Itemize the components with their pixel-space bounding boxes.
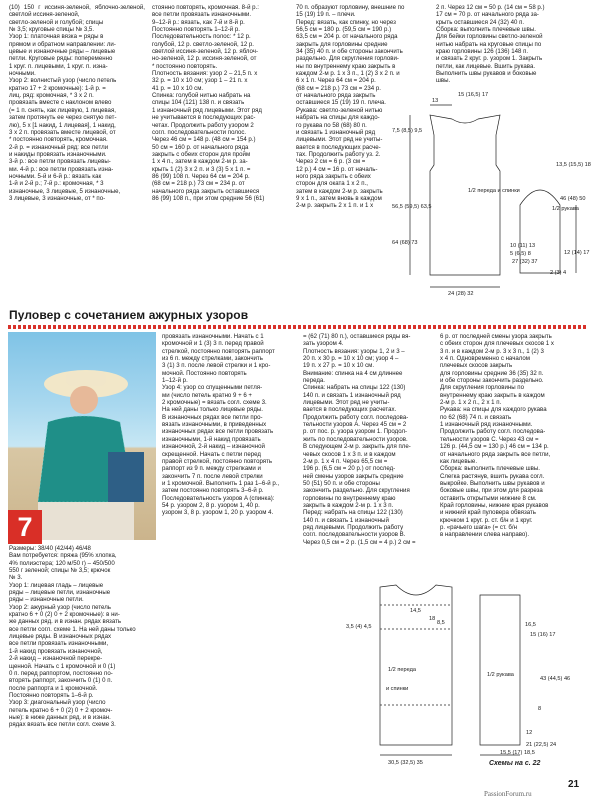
text-line: 2 кромочные) = вязать согл. схеме 3. [162, 399, 267, 407]
text-line: 126 р. (44,5 см = 130 р.) 46 см = 134 р. [440, 443, 549, 451]
text-line: 50 (51) 50 п. и обе стороны [303, 479, 380, 487]
text-line: сторон для оката 1 х 2 п., [296, 180, 368, 188]
text-line: Спинка: голубой нитью набрать на [152, 92, 251, 100]
text-line: (= 1 п. снять, как лицевую, 1 лицевая, [9, 106, 116, 114]
text-line: Выполнить швы рукавов и боковые [436, 70, 537, 78]
text-line: швы. [436, 77, 451, 85]
text-line: 140 п. и связать 1 изнаночный ряд [303, 391, 401, 399]
text-line: Через 46 см = 148 р. (48 см = 154 р.) [152, 136, 256, 144]
text-line: 3 п. и в каждом 2-м р. 3 х 3 п., 1 (2) 3 [440, 347, 544, 355]
text-line: 196 р. (6,5 см = 20 р.) от послед- [303, 465, 396, 473]
text-line: и связать 1 изнаночный ряд [296, 128, 376, 136]
bottom-column-c [303, 333, 435, 546]
text-line: 1–12-й р. [162, 377, 188, 385]
text-line: 2-й р. = изнаночный ряд: все петли [9, 143, 109, 151]
text-line: лицевые ряды. В изнаночных рядах [9, 633, 112, 641]
text-line: 1 круг. п. лицевыми, 1 круг. п. изна- [9, 62, 108, 70]
text-line: 6 р. от последней смены узора закрыть [440, 333, 552, 340]
text-line: раздельно. Для скругления горлови- [296, 55, 399, 63]
text-line: 86 (99) 108 п. Через 64 см = 204 р. [152, 172, 250, 180]
text-line: Вам потребуется: пряжа (95% хлопка, [9, 552, 117, 560]
text-line: 1 изнаночный ряд изнаночными. [440, 421, 533, 429]
text-line: четах. Продолжить работу узором 2 [152, 121, 254, 129]
text-line: 63,5 см = 204 р. от начального ряда [296, 33, 398, 41]
text-line: 12 р.) 4 см = 16 р. от началь- [296, 165, 378, 173]
text-line: Узор 4: узор со спущенными петля- [162, 384, 263, 392]
text-line: от начального ряда закрыть [296, 92, 376, 100]
text-line: лицевыми. Этот ряд не учиты- [303, 399, 390, 407]
text-line: 4% полиэстера; 120 м/50 г) – 450/500 [9, 559, 115, 567]
text-line: 56,5 см = 180 р. (59,5 см = 190 р.) [296, 26, 392, 34]
text-line: крыть 1 (2) 3 х 2 п. и 3 (3) 5 х 1 п. = [152, 165, 251, 173]
text-line: 0 п. перед раппортом, постоянно по- [9, 669, 113, 677]
text-line: из 6 п. между стрелками, закончить [162, 355, 263, 363]
text-line: Для скругления горловины по [440, 384, 524, 392]
text-line: правой стрелкой, постоянно повторять [162, 457, 273, 465]
schema-dimension-label: 8,5 [437, 620, 445, 626]
text-line: светлой иссиня-зеленой, 12 р. яблоч- [152, 48, 259, 56]
text-line: 2 п. Через 12 см = 50 р. (14 см = 58 р.) [436, 4, 545, 11]
text-line: согл. последовательности полос. [152, 128, 247, 136]
text-line: и накиды провязать изнаночными. [9, 150, 107, 158]
text-line: 1-й и 2-й р.; 7-й р.: кромочная, * 3 [9, 180, 104, 188]
text-line: 15 (19) 19 п. – плечи. [296, 11, 356, 19]
text-line: мочной. Постоянно повторять [162, 369, 247, 377]
schema-dimension-label: 1/2 рукава [552, 206, 579, 212]
text-line: Перед: вязать, как спинку, но через [296, 18, 396, 26]
text-line: Постоянно повторять 1–6-й р. [9, 691, 94, 699]
text-line: крыть оставшиеся 24 (32) 40 п. [436, 18, 525, 26]
text-line: изнаночными, 1-й накид провязать [162, 435, 261, 443]
text-line: тельности узоров С. Через 43 см = [440, 435, 539, 443]
text-line: же данных ряд. и в изнан. рядах вязать [9, 618, 122, 626]
schema-dimension-label: 3,5 (4) 4,5 [346, 624, 372, 630]
text-line: 1-й накид провязать изнаночной, [9, 647, 103, 655]
text-line: Плотность вязания: узор 2 – 21,5 п. х [152, 70, 258, 78]
schema-dimension-label: 1/2 рукава [487, 672, 514, 678]
text-line: стрелкой, постоянно повторять раппорт [162, 347, 275, 355]
text-line: № 3,5; круговые спицы № 3,5. [9, 26, 95, 34]
text-line: затем постоянно повторять 3–6-й р. [162, 487, 264, 495]
text-line: го рукава по 58 (68) 80 п. [296, 121, 367, 129]
text-line: вается в последующих расчетах. [303, 406, 397, 414]
text-line: кратно 17 + 2 кромочные): 1-й р. = [9, 84, 106, 92]
text-line: Внимание: спинка на 4 см длиннее [303, 369, 403, 377]
schema-dimension-label: 15 (16,5) 17 [458, 92, 489, 98]
site-watermark: PassionForum.ru [484, 790, 532, 798]
text-line: и нижний край пуловера обвязать [440, 509, 536, 517]
text-line: зать узором 4. [303, 340, 344, 348]
text-line: Рукава: на спицы для каждого рукава [440, 406, 547, 414]
text-line: оставить открытыми нижние 8 см. [440, 494, 537, 502]
text-line: Сборка: выполнить плечевые швы. [440, 465, 540, 473]
text-line: изнаночной, 2-й накид – изнаночной [162, 443, 265, 451]
text-line: цевые и изнаночные ряды – лицевые [9, 48, 116, 56]
schema-dimension-label: 16,5 [525, 622, 536, 628]
schema-dimension-label: 8 [538, 706, 542, 712]
text-line: 19 п. х 27 р. = 10 х 10 см. [303, 362, 375, 370]
text-line: Продолжить работу согл. последова- [440, 428, 546, 436]
text-line: х 4 п. Одновременно с началом [440, 355, 530, 363]
text-line: петли. Круговые ряды: попеременно [9, 55, 113, 63]
schema-dimension-label: 2 (3) 4 [550, 270, 567, 276]
top-column-2 [152, 4, 290, 202]
text-line: от начального ряда закрыть все петли, [440, 450, 551, 458]
text-line: провязать вместе с наклоном влево [9, 99, 112, 107]
text-line: изнаночных рядах все петли провязать [162, 428, 274, 436]
text-line: 34 (35) 40 п. и обе стороны закончить [296, 48, 403, 56]
text-line: Последовательность полос: * 12 р. [152, 33, 251, 41]
text-line: 41 р. = 10 х 10 см. [152, 84, 204, 92]
text-line: все петли согл. схеме 1. На ней даны только [9, 625, 136, 633]
text-line: (10) 150 г иссиня-зеленой, яблочно-зеленой, светлой иссиня-зеленой, [9, 4, 145, 19]
text-line: скрещенной. Начать с петли перед [162, 450, 261, 458]
text-line: * постоянно повторять. [152, 62, 218, 70]
text-line: кратно 6 + 0 (2) 0 + 2 кромочные): в ни- [9, 611, 120, 619]
text-line: 17 см = 70 р. от начального ряда за- [436, 11, 539, 19]
text-line: и 1 кромочной. Выполнить 1 раз 1–6-й р., [162, 479, 280, 487]
text-line: Размеры: 38/40 (42/44) 46/48 [9, 545, 91, 552]
text-line: узором 3, 8 р. узором 1, 20 р. узором 4. [162, 509, 274, 517]
text-line: прямом и обратном направлении: ли- [9, 40, 116, 48]
text-line: № 3. [9, 574, 23, 582]
text-line: Узор 2: ажурный узор (число петель [9, 603, 111, 611]
text-line: Через 0,5 см = 2 р. (1,5 см = 4 р.) 2 см = [303, 538, 416, 546]
text-line: плечевых скосов закрыть [440, 362, 513, 370]
text-line: тах. Продолжить работу уз. 2. [296, 150, 381, 158]
text-line: но-зеленой, 12 р. иссиня-зеленой, от [152, 55, 257, 63]
schema-dimension-label: 5 (6,5) 8 [510, 251, 531, 257]
schema-dimension-label: 56,5 (59,5) 63,5 [392, 204, 432, 210]
text-line: Узор 1: лицевая гладь – лицевые [9, 581, 104, 589]
text-line: * постоянно повторять, кромочная. [9, 136, 108, 144]
text-line: боковые швы, при этом для разреза [440, 487, 543, 495]
text-line: 2-м р. 1 х 2 п., 2 х 1 п. [440, 399, 502, 407]
text-line: светло-зеленой и голубой; спицы [9, 18, 104, 26]
text-line: вязать изнаночными, в приведенных [162, 421, 267, 429]
text-line: (68 см = 218 р.) 73 см = 234 р. от [152, 180, 245, 188]
text-line: и обе стороны закончить раздельно. [440, 377, 544, 385]
text-line: ми. 4-й р.: все петли провязать изна- [9, 165, 114, 173]
text-line: Край горловины, нижние края рукавов [440, 501, 549, 509]
schema-dimension-label: 14,5 [410, 608, 421, 614]
text-line: ного ряда закрыть с обеих [296, 172, 371, 180]
text-line: каждом 2-м р. 1 х 3 п., 1 (2) 3 х 2 п. и [296, 70, 400, 78]
text-line: В следующем 2-м р. закрыть для пле- [303, 443, 411, 451]
text-line: вторять раппорт, закончить 0 (1) 0 п. [9, 677, 113, 685]
text-line: оставшиеся 15 (19) 19 п. плеча. [296, 99, 386, 107]
text-line: Продолжить работу согл. последова- [303, 413, 409, 421]
text-line: ряд лицевыми. Продолжить работу [303, 523, 404, 531]
text-line: для горловины средние 36 (35) 32 п. [440, 369, 544, 377]
text-line: нитью набрать на круговые спицы по [436, 40, 542, 48]
text-line: голубой, 12 р. светло-зеленой, 12 р. [152, 40, 254, 48]
schema-dimension-label: 13,5 (15,5) 18 [556, 162, 591, 168]
title-divider [8, 325, 588, 329]
top-column-1 [9, 4, 145, 202]
text-line: щенной. Начать с 1 кромочной и 0 (1) [9, 662, 116, 670]
bottom-column-d [440, 333, 588, 539]
text-line: все петли провязать изнаночными, [9, 640, 109, 648]
text-line: ны по внутреннему краю закрыть в [296, 62, 396, 70]
text-line: кромочной и 1 (3) 3 п. перед правой [162, 340, 264, 348]
text-line: по 62 (68) 74 п. и связать [440, 413, 512, 421]
text-line: затем протянуть ее через снятую пет- [9, 114, 117, 122]
text-line: начального ряда закрыть оставшиеся [152, 187, 260, 195]
text-line: провязать изнаночными. Начать с 1 [162, 333, 264, 340]
text-line: 3 лицевые, 3 изнаночные, от * по- [9, 194, 106, 202]
text-line: Рукава: светло-зеленой нитью [296, 106, 383, 114]
text-line: = (62 (71) 80 п.), оставшиеся ряды вя- [303, 333, 411, 340]
text-line: тельности узоров A. Через 45 см = 2 [303, 421, 407, 429]
schema-dimension-label: 15,5 (17) 18,5 [500, 750, 535, 756]
text-line: Узор 3: диагональный узор (число [9, 699, 106, 707]
text-line: Узор 2: волнистый узор (число петель [9, 77, 117, 85]
text-line: 70 п. образуют горловину, внешние по [296, 4, 405, 11]
text-line: раппорт из 9 п. между стрелками и [162, 465, 261, 473]
text-line: 2-м р. 1 х 4 п. Через 65,5 см = [303, 457, 388, 465]
text-line: согл. последовательности узоров В. [303, 531, 406, 539]
text-line: 9–12-й р.: вязать, как 7-й и 8-й р. [152, 18, 245, 26]
text-line: с обеих сторон для плечевых скосов 1 х [440, 340, 554, 348]
text-line: ми (число петель кратно 9 + 6 + [162, 391, 252, 399]
schema-dimension-label: 1/2 переда и спинки [468, 188, 520, 194]
pattern-number-badge: 7 [8, 510, 42, 544]
text-line: 54 р. узором 2, 8 р. узором 1, 40 р. [162, 501, 260, 509]
text-line: чевых скосов 1 х 3 п. и в каждом [303, 450, 396, 458]
text-line: Через 2 см = 6 р. (3 см = [296, 158, 366, 166]
text-line: как лицевые. [440, 457, 478, 465]
schema-dimension-label: 15 (16) 17 [530, 632, 556, 638]
schema-dimension-label: 18 [429, 616, 436, 622]
text-line: Плотность вязания: узоры 1, 2 и 3 – [303, 347, 405, 355]
text-line: 1 изнаночный ряд лицевыми. Этот ряд [152, 106, 262, 114]
text-line: Перед: набрать на спицы 122 (130) [303, 509, 403, 517]
text-line: жить по последовательности узоров. [303, 435, 408, 443]
text-line: выкройке. Выполнить швы рукавов и [440, 479, 545, 487]
text-line: закрыть в каждом 2-м р. 1 х 3 п. [303, 501, 394, 509]
text-line: В изнаночных рядах все петли про- [162, 413, 263, 421]
bottom-column-a [9, 545, 155, 729]
text-line: петель кратно 6 + 0 (2) 0 + 2 кромоч- [9, 706, 113, 714]
text-line: 140 п. и связать 1 изнаночный [303, 516, 389, 524]
text-line: 3 х 2 п. провязать вместе лицевой, от [9, 128, 116, 136]
text-line: лиц. ряд: кромочная, * 3 х 2 п. [9, 92, 94, 100]
schema-caption: Схемы на с. 22 [489, 760, 541, 767]
text-line: лю), 5 х [1 накид, 1 лицевая], 1 накид, [9, 121, 116, 129]
text-line: Сборка: выполнить плечевые швы. [436, 26, 536, 34]
schema-dimension-label: 13 [432, 98, 439, 104]
section-title: Пуловер с сочетанием ажурных узоров [9, 308, 249, 322]
schema-dimension-label: 12 [526, 730, 533, 736]
schema-dimension-label: 21 (22,5) 24 [526, 742, 557, 748]
schema-dimension-label: 1/2 переда [388, 667, 416, 673]
text-line: Слегка растянув, вшить рукава согл. [440, 472, 545, 480]
text-line: Последовательность узоров A (спинка): [162, 494, 275, 502]
text-line: переда. [303, 377, 325, 385]
text-line: закончить раздельно. Для скругления [303, 487, 410, 495]
text-line: изнаночные, 3 лицевые, 5 изнаночные, [9, 187, 121, 195]
top-column-4 [436, 4, 586, 85]
schema-dimension-label: и спинки [386, 686, 409, 692]
schema-dimension-label: 64 (68) 73 [392, 240, 418, 246]
bottom-column-b [162, 333, 298, 517]
text-line: ные): в ниже данных ряд. и в изнан. [9, 713, 111, 721]
page-number: 21 [568, 779, 580, 790]
text-line: 3-й р.: все петли провязать лицевы- [9, 158, 111, 166]
schema-dimension-label: 12 (14) 17 [564, 250, 590, 256]
schema-dimension-label: 27 (32) 37 [512, 259, 538, 265]
schema-bottom [340, 565, 590, 765]
text-line: закончить 7 п. после левой стрелки [162, 472, 263, 480]
text-line: 1 х 4 п., затем в каждом 2-м р. за- [152, 158, 248, 166]
text-line: все петли провязать изнаночными. [152, 11, 252, 19]
text-line: горловины по внутреннему краю [303, 494, 396, 502]
text-line: Для бейки горловины светло-зеленой [436, 33, 543, 41]
text-line: Спинка: набрать на спицы 122 (130) [303, 384, 406, 392]
text-line: 2-м р. закрыть 2 х 1 п. и 1 х [296, 202, 374, 210]
text-line: 6 х 1 п. Через 64 см = 204 р. [296, 77, 376, 85]
text-line: р. «рачьего шага» (= ст. б/н [440, 523, 517, 531]
text-line: спицы 104 (121) 138 п. и связать [152, 99, 245, 107]
text-line: и связать 2 круг. р. узором 1. Закрыть [436, 55, 543, 63]
text-line: краю горловины 126 (136) 148 п. [436, 48, 529, 56]
text-line: закрыть с обеих сторон для пройм [152, 150, 251, 158]
text-line: 9 х 1 п., затем вновь в каждом [296, 194, 382, 202]
text-line: затем в каждом 2-м р. закрыть [296, 187, 383, 195]
text-line: На ней даны только лицевые ряды. [162, 406, 263, 414]
text-line: вается в последующих расче- [296, 143, 381, 151]
text-line: 550 г зеленой; спицы № 3,5; крючок [9, 567, 111, 575]
text-line: набрать на спицы для каждо- [296, 114, 380, 122]
schema-dimension-label: 10 (11) 13 [510, 243, 536, 249]
text-line: 20 п. х 30 р. = 10 х 10 см; узор 4 – [303, 355, 399, 363]
schema-dimension-label: 43 (44,5) 46 [540, 676, 571, 682]
text-line: петли, как лицевые. Вшить рукава. [436, 62, 536, 70]
text-line: ночными. 5-й и 6-й р.: вязать как [9, 172, 102, 180]
text-line: крючком 1 круг. р. ст. б/н и 1 круг. [440, 516, 533, 524]
model-photo [8, 332, 156, 540]
text-line: лицевыми. Этот ряд не учиты- [296, 136, 383, 144]
text-line: не учитывается в последующих рас- [152, 114, 256, 122]
text-line: 86 (99) 108 п., при этом средние 56 (61) [152, 194, 265, 202]
text-line: после раппорта и 1 кромочной. [9, 684, 98, 692]
text-line: закрыть для горловины средние [296, 40, 388, 48]
text-line: ночными. [9, 70, 36, 78]
schema-dimension-label: 46 (48) 50 [560, 196, 586, 202]
text-line: ряды – изнаночные петли. [9, 596, 84, 604]
text-line: р. от пос. р. узора узором 1. Продол- [303, 428, 408, 436]
text-line: (68 см = 218 р.) 73 см = 234 р. [296, 84, 381, 92]
text-line: 3 (1) 3 п. после левой стрелки и 1 кро- [162, 362, 271, 370]
text-line: стоянно повторять, кромочная. 8-й р.: [152, 4, 259, 11]
text-line: ряды – лицевые петли, изнаночные [9, 589, 111, 597]
schema-dimension-label: 30,5 (32,5) 35 [388, 760, 423, 766]
text-line: рядах вязать все петли согл. схеме 3. [9, 721, 116, 729]
text-line: 50 см = 160 р. от начального ряда [152, 143, 249, 151]
text-line: в направлении слева направо). [440, 531, 530, 539]
text-line: 2-й накид – изнаночной перекре- [9, 655, 103, 663]
text-line: Узор 1: платочная вязка = ряды в [9, 33, 104, 41]
text-line: Постоянно повторять 1–12-й р. [152, 26, 240, 34]
text-line: внутреннему краю закрыть в каждом [440, 391, 545, 399]
text-line: 32 р. = 10 х 10 см; узор 1 – 21 п. х [152, 77, 248, 85]
schema-dimension-label: 24 (28) 32 [448, 291, 474, 297]
schema-dimension-label: 7,5 (8,5) 9,5 [392, 128, 423, 134]
text-line: ней смены узоров закрыть средние [303, 472, 404, 480]
